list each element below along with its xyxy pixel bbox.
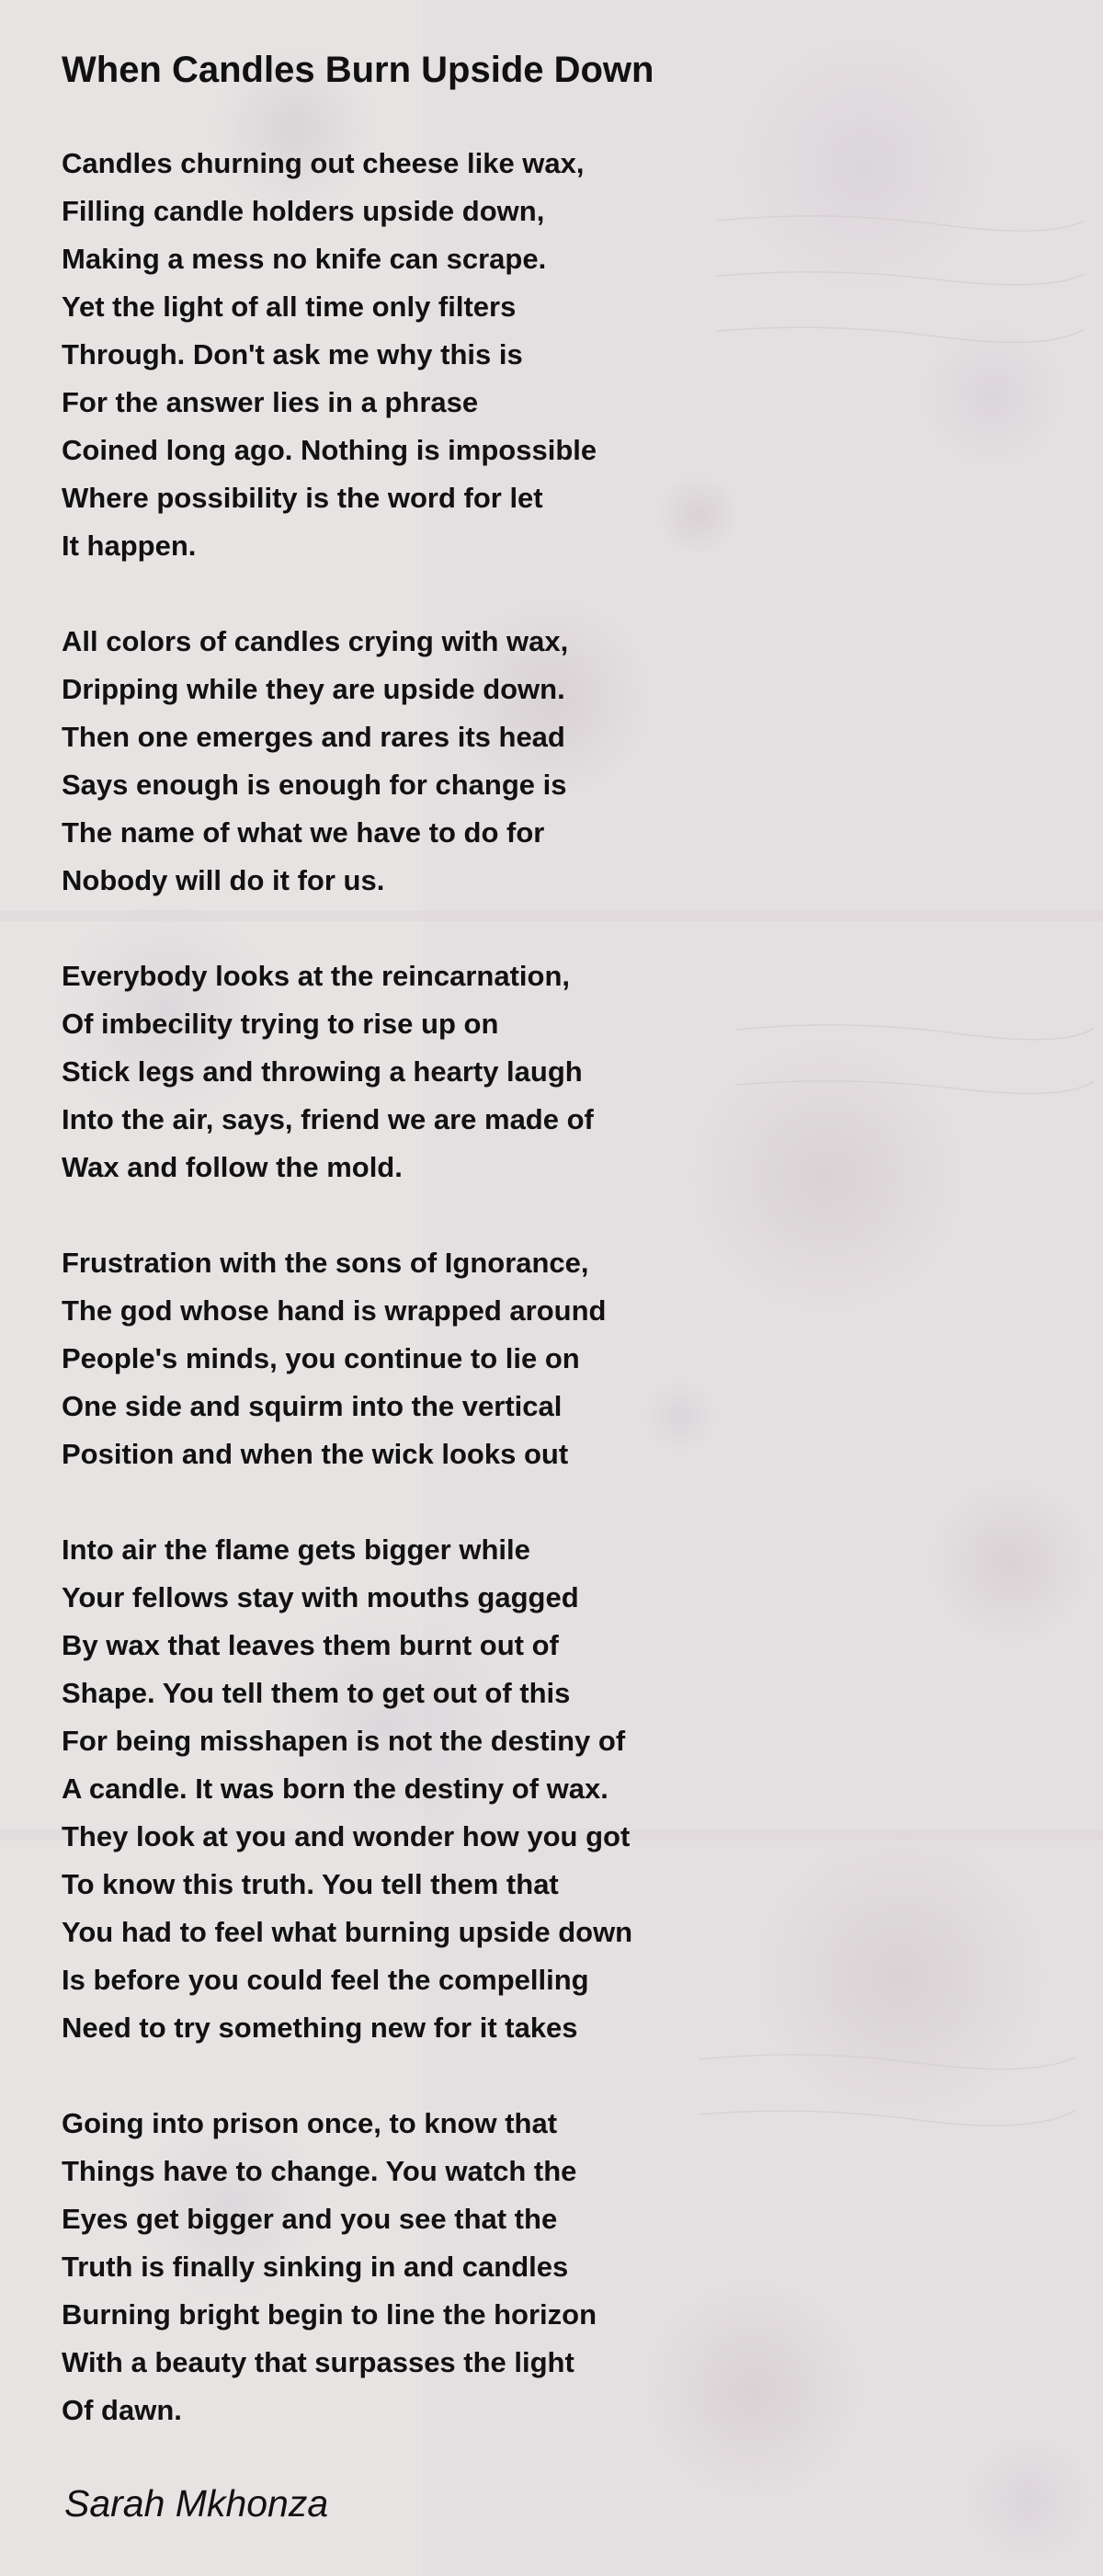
poem-line: Into air the flame gets bigger while <box>62 1533 530 1566</box>
poem-line: Things have to change. You watch the <box>62 2155 577 2187</box>
stanza <box>62 2100 1073 2434</box>
poem-line: The name of what we have to do for <box>62 816 545 849</box>
poem-line: For being misshapen is not the destiny of <box>62 1725 626 1757</box>
poem-line: Where possibility is the word for let <box>62 482 543 514</box>
poem-line: Through. Don't ask me why this is <box>62 338 523 370</box>
poem-line: All colors of candles crying with wax, <box>62 625 569 657</box>
poem-line: One side and squirm into the vertical <box>62 1390 563 1422</box>
poem-line: Eyes get bigger and you see that the <box>62 2203 558 2235</box>
poem-line: Burning bright begin to line the horizon <box>62 2298 597 2331</box>
poem-line: By wax that leaves them burnt out of <box>62 1629 559 1661</box>
poem-line: For the answer lies in a phrase <box>62 386 479 418</box>
poem-line: Candles churning out cheese like wax, <box>62 147 585 179</box>
poem-line: To know this truth. You tell them that <box>62 1868 559 1900</box>
poem-line: Stick legs and throwing a hearty laugh <box>62 1055 583 1088</box>
poem-line: Going into prison once, to know that <box>62 2107 558 2139</box>
poem-line: Need to try something new for it takes <box>62 2012 578 2044</box>
poem-line: Truth is finally sinking in and candles <box>62 2251 569 2283</box>
stanza <box>62 140 1073 570</box>
poem-line: Of imbecility trying to rise up on <box>62 1008 499 1040</box>
poem-line: Says enough is enough for change is <box>62 769 567 801</box>
poem-line: Frustration with the sons of Ignorance, <box>62 1247 589 1279</box>
poem-line: Into the air, says, friend we are made of <box>62 1103 594 1135</box>
poem-line: With a beauty that surpasses the light <box>62 2346 574 2378</box>
poem-line: Coined long ago. Nothing is impossible <box>62 434 597 466</box>
poem-line: Wax and follow the mold. <box>62 1151 403 1183</box>
poem-title: When Candles Burn Upside Down <box>62 50 654 90</box>
poem-body <box>62 140 1073 2482</box>
poem-line: Is before you could feel the compelling <box>62 1964 589 1996</box>
poem-line: The god whose hand is wrapped around <box>62 1294 607 1327</box>
poem-line: They look at you and wonder how you got <box>62 1820 631 1852</box>
poem-line: You had to feel what burning upside down <box>62 1916 633 1948</box>
poem-line: Position and when the wick looks out <box>62 1438 569 1470</box>
poem-line: Of dawn. <box>62 2394 182 2426</box>
stanza <box>62 952 1073 1191</box>
poem-line: Dripping while they are upside down. <box>62 673 565 705</box>
poem-line: Filling candle holders upside down, <box>62 195 545 227</box>
poem-line: Your fellows stay with mouths gagged <box>62 1581 579 1613</box>
poem-author: Sarah Mkhonza <box>64 2482 329 2525</box>
poem-line: Shape. You tell them to get out of this <box>62 1677 571 1709</box>
poem-line: Yet the light of all time only filters <box>62 291 517 323</box>
stanza <box>62 1239 1073 1478</box>
poem-line: Making a mess no knife can scrape. <box>62 243 547 275</box>
poem-line: Everybody looks at the reincarnation, <box>62 960 570 992</box>
poem-line: A candle. It was born the destiny of wax. <box>62 1772 608 1805</box>
poem-line: People's minds, you continue to lie on <box>62 1342 580 1374</box>
stanza <box>62 618 1073 905</box>
poem-line: Then one emerges and rares its head <box>62 721 565 753</box>
poem-line: Nobody will do it for us. <box>62 864 385 896</box>
stanza <box>62 1526 1073 2052</box>
poem-line: It happen. <box>62 530 197 562</box>
